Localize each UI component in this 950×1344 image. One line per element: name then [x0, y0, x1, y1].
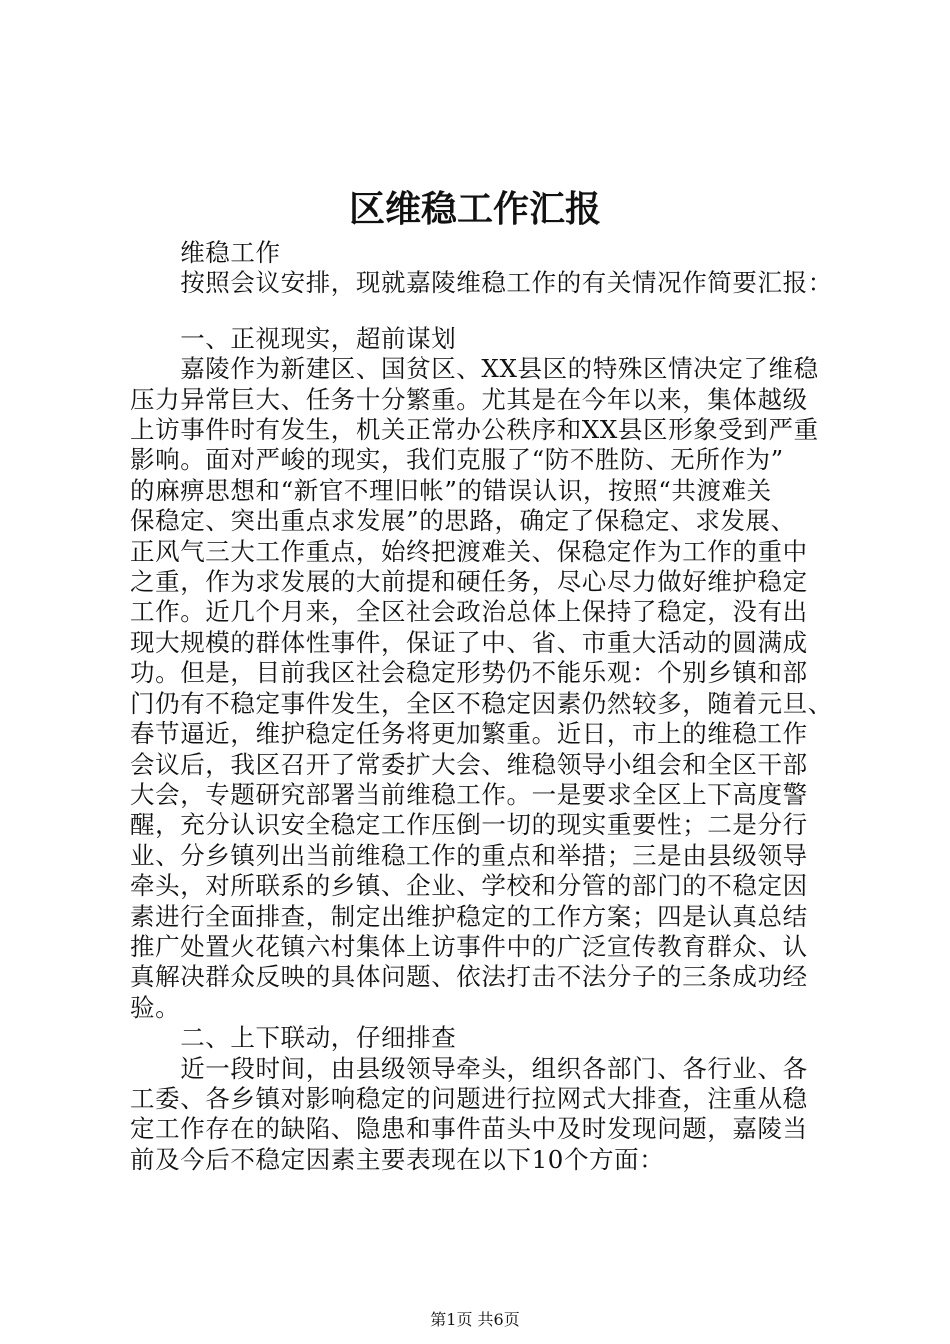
text-line: 影响。面对严峻的现实，我们克服了“防不胜防、无所作为”: [130, 445, 784, 475]
text-line: 正风气三大工作重点，始终把渡难关、保稳定作为工作的重中: [130, 536, 808, 566]
main-lines: [130, 324, 835, 1175]
text-line: 推广处置火花镇六村集体上访事件中的广泛宣传教育群众、认: [130, 931, 808, 961]
document-body: [130, 238, 835, 1175]
text-line: 牵头，对所联系的乡镇、企业、学校和分管的部门的不稳定因: [130, 871, 808, 901]
text-line: 定工作存在的缺陷、隐患和事件苗头中及时发现问题，嘉陵当: [130, 1114, 808, 1144]
text-line: 嘉陵作为新建区、国贫区、XX县区的特殊区情决定了维稳: [130, 354, 819, 384]
text-line: 验。: [130, 992, 181, 1022]
text-line: 按照会议安排，现就嘉陵维稳工作的有关情况作简要汇报：: [130, 268, 833, 298]
document-title: 区维稳工作汇报: [348, 188, 601, 230]
text-line: 近一段时间，由县级领导牵头，组织各部门、各行业、各: [130, 1053, 808, 1083]
text-line: 真解决群众反映的具体问题、依法打击不法分子的三条成功经: [130, 962, 808, 992]
text-line: 春节逼近，维护稳定任务将更加繁重。近日，市上的维稳工作: [130, 719, 808, 749]
text-line: 醒，充分认识安全稳定工作压倒一切的现实重要性；二是分行: [130, 810, 808, 840]
text-line: 二、上下联动，仔细排查: [130, 1023, 457, 1053]
text-line: 上访事件时有发生，机关正常办公秩序和XX县区形象受到严重: [130, 415, 819, 445]
text-line: 之重，作为求发展的大前提和硬任务，尽心尽力做好维护稳定: [130, 567, 808, 597]
text-line: 会议后，我区召开了常委扩大会、维稳领导小组会和全区干部: [130, 749, 808, 779]
text-line: 维稳工作: [130, 238, 281, 267]
text-line: 的麻痹思想和“新官不理旧帐”的错误认识，按照“共渡难关: [130, 475, 772, 505]
text-line: 前及今后不稳定因素主要表现在以下10个方面：: [130, 1144, 665, 1174]
paragraph-gap: [130, 299, 835, 324]
text-line: 功。但是，目前我区社会稳定形势仍不能乐观：个别乡镇和部: [130, 658, 808, 688]
text-line: 压力异常巨大、任务十分繁重。尤其是在今年以来，集体越级: [130, 384, 808, 414]
text-line: 业、分乡镇列出当前维稳工作的重点和举措；三是由县级领导: [130, 840, 808, 870]
text-line: 现大规模的群体性事件，保证了中、省、市重大活动的圆满成: [130, 627, 808, 657]
text-line: 工委、各乡镇对影响稳定的问题进行拉网式大排查，注重从稳: [130, 1083, 808, 1113]
text-line: 一、正视现实，超前谋划: [130, 323, 457, 353]
text-line: 门仍有不稳定事件发生，全区不稳定因素仍然较多，随着元旦、: [130, 688, 833, 718]
text-line: 大会，专题研究部署当前维稳工作。一是要求全区上下高度警: [130, 779, 808, 809]
intro-lines: [130, 238, 835, 299]
text-line: 保稳定、突出重点求发展”的思路，确定了保稳定、求发展、: [130, 506, 796, 536]
page-footer: 第1页 共6页: [430, 1310, 520, 1329]
text-line: 工作。近几个月来，全区社会政治总体上保持了稳定，没有出: [130, 597, 808, 627]
text-line: 素进行全面排查，制定出维护稳定的工作方案；四是认真总结: [130, 901, 808, 931]
